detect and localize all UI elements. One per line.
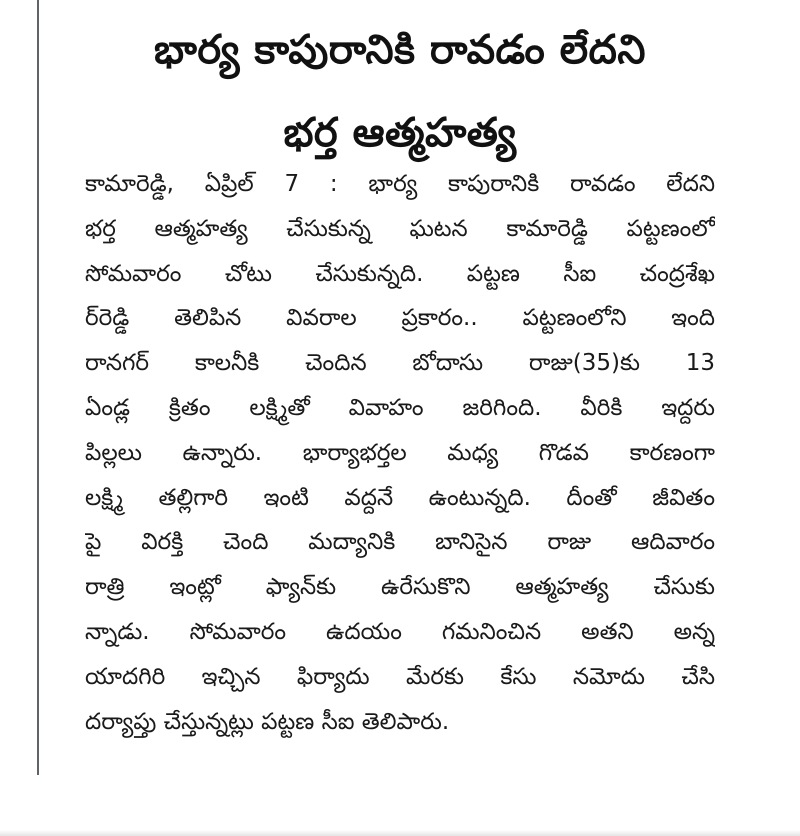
body-line: ఏండ్ల క్రితం లక్ష్మితో వివాహం జరిగింది. వీరికి ఇద్దరు: [85, 394, 715, 421]
article-body: [85, 162, 715, 744]
page-bottom-edge: [0, 830, 800, 836]
body-line: లక్ష్మి తల్లిగారి ఇంటి వద్దనే ఉంటున్నది. దీంతో జీవితం: [85, 484, 715, 511]
body-line: యాదగిరి ఇచ్చిన ఫిర్యాదు మేరకు కేసు నమోదు చేసి: [85, 663, 715, 690]
body-line: భర్త ఆత్మహత్య చేసుకున్న ఘటన కామారెడ్డి పట్టణంలో: [85, 215, 715, 242]
body-line: రాత్రి ఇంట్లో ఫ్యాన్‌కు ఉరేసుకొని ఆత్మహత్య చేసుకు: [85, 574, 715, 601]
body-line: దర్యాప్తు చేస్తున్నట్లు పట్టణ సీఐ తెలిపారు.: [85, 708, 450, 735]
body-line: పిల్లలు ఉన్నారు. భార్యాభర్తల మధ్య గొడవ కారణంగా: [85, 439, 715, 466]
headline-line-1: భార్య కాపురానికి రావడం లేదని: [154, 27, 646, 73]
body-line: ర్‌రెడ్డి తెలిపిన వివరాల ప్రకారం.. పట్టణంలోని ఇంది: [85, 305, 715, 332]
body-line: పై విరక్తి చెంది మద్యానికి బానిసైన రాజు ఆదివారం: [85, 529, 715, 556]
body-line: న్నాడు. సోమవారం ఉదయం గమనించిన అతని అన్న: [85, 618, 715, 645]
column-rule: [37, 0, 39, 775]
body-line: సోమవారం చోటు చేసుకున్నది. పట్టణ సీఐ చంద్రశేఖ: [85, 260, 715, 287]
body-line: కామారెడ్డి, ఏప్రిల్ 7 : భార్య కాపురానికి రావడం లేదని: [85, 171, 715, 197]
body-line: రానగర్ కాలనీకి చెందిన బోదాసు రాజు(35)కు 13: [85, 350, 715, 377]
headline-line-2: భర్త ఆత్మహత్య: [283, 110, 517, 156]
